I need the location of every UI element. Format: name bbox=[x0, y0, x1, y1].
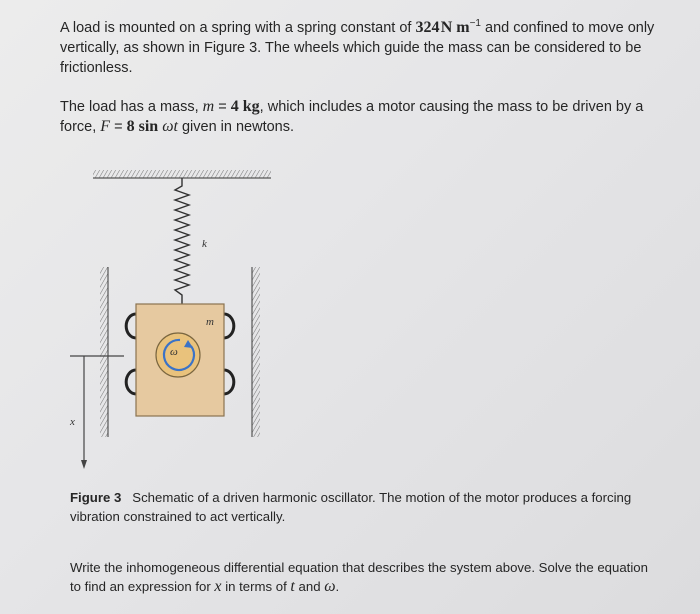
mass-label-m: m bbox=[206, 316, 214, 328]
motor-icon bbox=[156, 333, 200, 377]
p1-text-a: A load is mounted on a spring with a spring constant of bbox=[60, 19, 416, 36]
caption-text: Schematic of a driven harmonic oscillator. The motion of the motor produces a forcing vibration constrained to act vertically. bbox=[70, 490, 632, 524]
x-axis-label: x bbox=[70, 416, 75, 428]
spring-constant-unit: N m bbox=[440, 18, 470, 36]
caption-label: Figure 3 bbox=[70, 490, 122, 505]
x-axis-indicator bbox=[70, 356, 124, 469]
spring bbox=[175, 178, 189, 304]
force-equals: = bbox=[110, 119, 127, 135]
question-t-symbol: t bbox=[290, 578, 295, 595]
p2-text-b: , which includes a motor causing the mass to be driven by a force, bbox=[60, 99, 644, 135]
figure-caption bbox=[70, 488, 650, 526]
spring-constant-value: 324 bbox=[415, 18, 440, 36]
right-guide-wall bbox=[252, 267, 260, 437]
p1-text-b: and confined to move only vertically, as shown in Figure 3. The wheels which guide the mass can be considered to be frictionless. bbox=[60, 19, 655, 76]
mass-symbol: m bbox=[202, 98, 215, 115]
mass-equals: = bbox=[214, 99, 231, 115]
force-symbol: F bbox=[100, 118, 111, 135]
oscillator-figure bbox=[60, 162, 290, 482]
force-omega-t: ωt bbox=[158, 118, 178, 135]
p2-text-a: The load has a mass, bbox=[60, 99, 203, 115]
ceiling-support bbox=[93, 170, 271, 178]
motor-label-omega: ω bbox=[170, 346, 178, 358]
problem-paragraph-1 bbox=[60, 14, 660, 78]
question-text bbox=[70, 558, 650, 596]
mass-value: 4 kg bbox=[230, 98, 260, 115]
spring-label-k: k bbox=[202, 238, 207, 250]
question-text-a: Write the inhomogeneous differential equation that describes the system above. Solve the equation to find an expression for bbox=[70, 560, 648, 594]
problem-paragraph-2 bbox=[60, 97, 660, 137]
question-text-b: in terms of bbox=[221, 579, 291, 594]
spring-constant-exponent: −1 bbox=[469, 18, 481, 29]
left-guide-wall bbox=[100, 267, 108, 437]
question-text-c: and bbox=[294, 579, 325, 594]
question-omega-symbol: ω bbox=[324, 578, 336, 595]
force-expression: 8 sin bbox=[126, 118, 159, 135]
p2-text-c: given in newtons. bbox=[177, 119, 295, 135]
question-x-symbol: x bbox=[214, 578, 222, 595]
question-text-d: . bbox=[335, 579, 340, 594]
